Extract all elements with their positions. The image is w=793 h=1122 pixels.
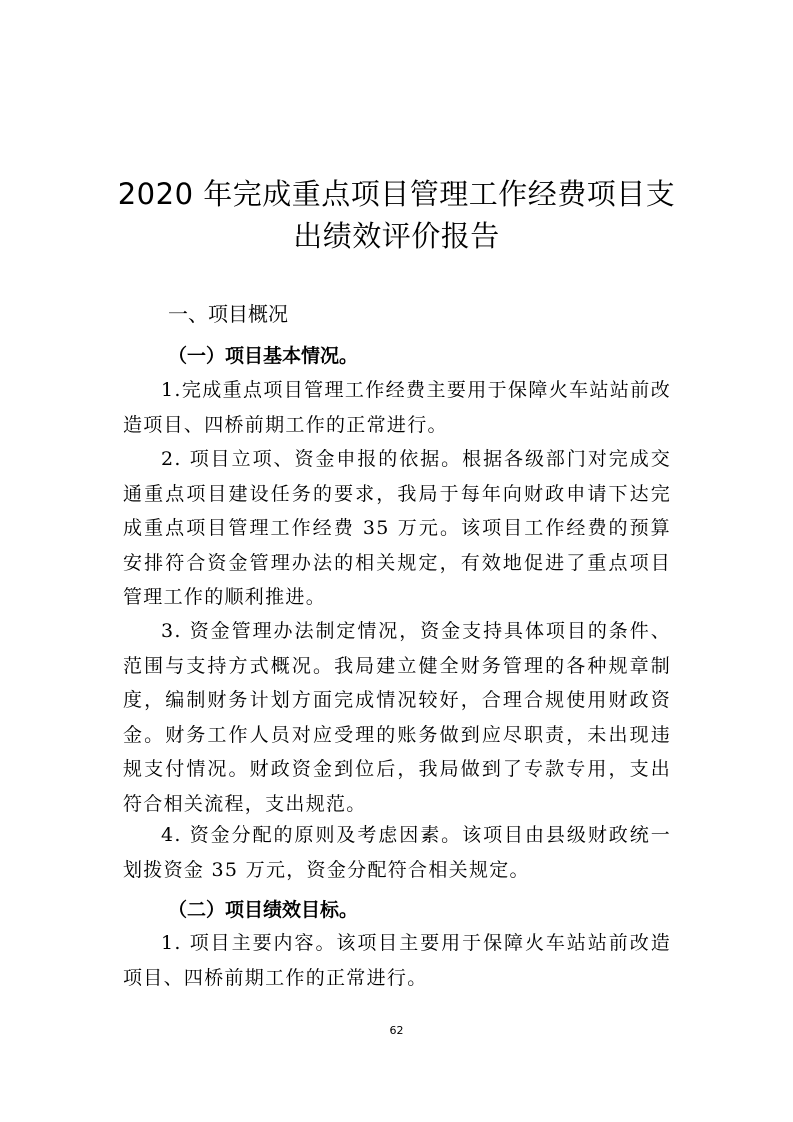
paragraph-1: 1.完成重点项目管理工作经费主要用于保障火车站站前改造项目、四桥前期工作的正常进行。 <box>123 379 671 436</box>
subsection-heading-basic-info: （一）项目基本情况。 <box>168 345 359 367</box>
paragraph-goal-1: 1. 项目主要内容。该项目主要用于保障火车站站前改造项目、四桥前期工作的正常进行。 <box>123 932 671 989</box>
report-title-line-2: 出绩效评价报告 <box>293 219 500 253</box>
paragraph-2: 2. 项目立项、资金申报的依据。根据各级部门对完成交通重点项目建设任务的要求，我局于每年向财政申请下达完成重点项目管理工作经费 35 万元。该项目工作经费的预算安排符合资金管理办法的相关规定，有效地促进了重点项目管理工作的顺利推进。 <box>123 448 671 608</box>
paragraph-3: 3. 资金管理办法制定情况，资金支持具体项目的条件、范围与支持方式概况。我局建立健全财务管理的各种规章制度，编制财务计划方面完成情况较好，合理合规使用财政资金。财务工作人员对应受理的账务做到应尽职责，未出现违规支付情况。财政资金到位后，我局做到了专款专用，支出符合相关流程，支出规范。 <box>123 620 671 815</box>
page-number: 62 <box>389 1024 404 1037</box>
paragraph-4: 4. 资金分配的原则及考虑因素。该项目由县级财政统一划拨资金 35 万元，资金分配符合相关规定。 <box>123 824 671 881</box>
subsection-heading-performance-goals: （二）项目绩效目标。 <box>168 899 359 921</box>
section-heading-project-overview: 一、项目概况 <box>168 302 288 326</box>
report-title-line-1: 2020 年完成重点项目管理工作经费项目支 <box>117 177 676 211</box>
